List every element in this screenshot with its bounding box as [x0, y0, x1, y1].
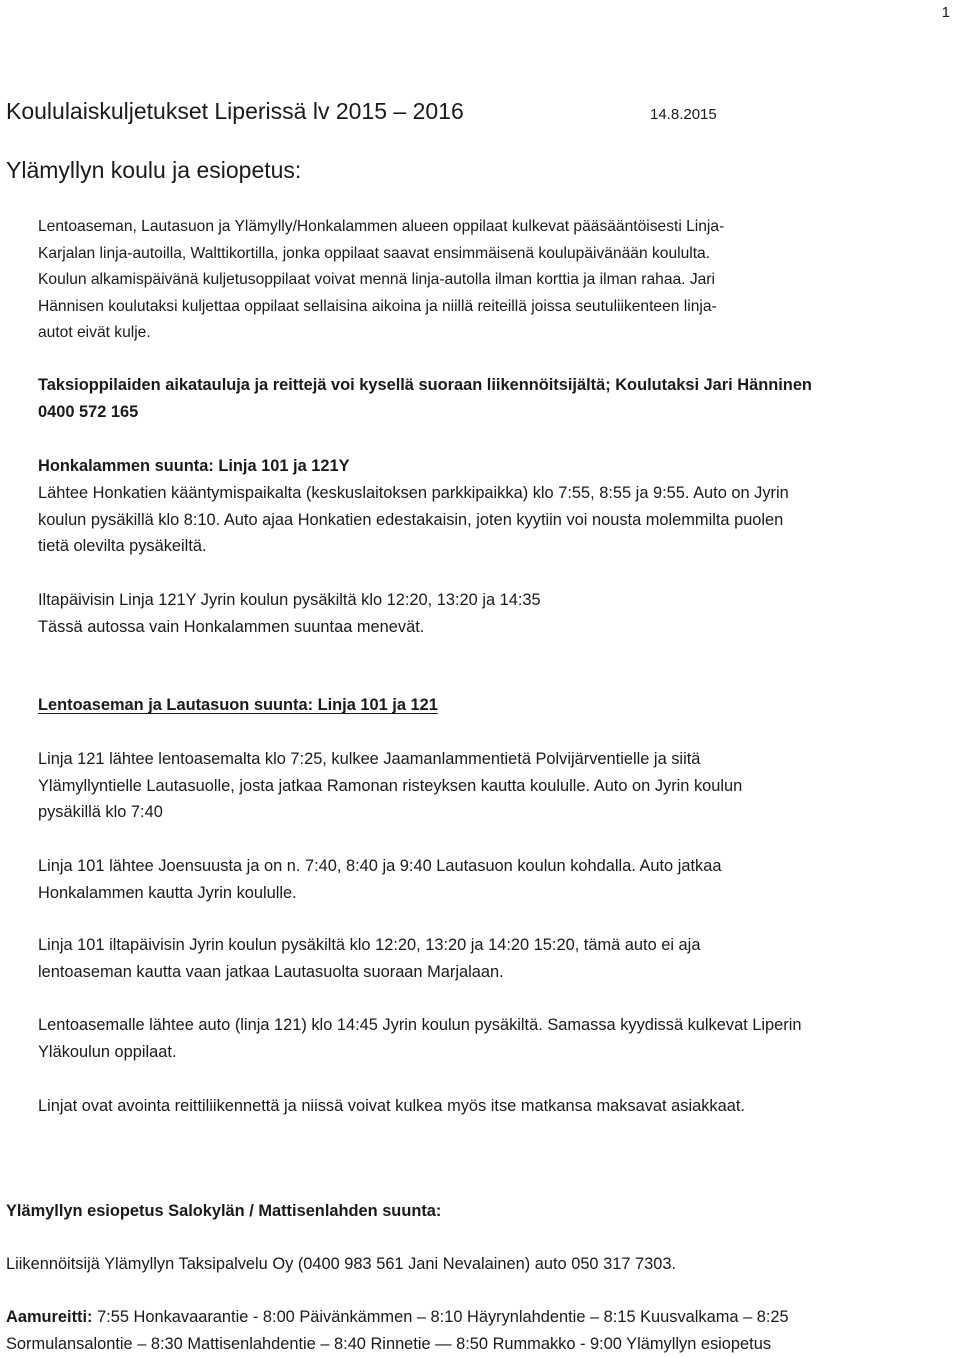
- honkalampi-line: Lähtee Honkatien kääntymispaikalta (keskuslaitoksen parkkipaikka) klo 7:55, 8:55 ja 9:55. Auto on Jyrin: [38, 480, 958, 507]
- lentoasema-line: Linja 121 lähtee lentoasemalta klo 7:25, kulkee Jaamanlammentietä Polvijärventielle ja siitä: [38, 746, 958, 773]
- lentoasema-line: Lentoasemalle lähtee auto (linja 121) klo 14:45 Jyrin koulun pysäkiltä. Samassa kyydissä kulkevat Liperin: [38, 1012, 958, 1039]
- morning-route-line: Sormulansalontie – 8:30 Mattisenlahdentie – 8:40 Rinnetie — 8:50 Rummakko - 9:00 Ylämyllyn esiopetus: [6, 1331, 926, 1357]
- afternoon-line: Tässä autossa vain Honkalammen suuntaa menevät.: [38, 614, 958, 641]
- esiopetus-operator: Liikennöitsijä Ylämyllyn Taksipalvelu Oy (0400 983 561 Jani Nevalainen) auto 050 317 7303.: [6, 1251, 926, 1278]
- lentoasema-paragraph-5: Linjat ovat avointa reittiliikennettä ja niissä voivat kulkea myös itse matkansa maksavat asiakkaat.: [38, 1093, 958, 1120]
- lentoasema-heading: Lentoaseman ja Lautasuon suunta: Linja 101 ja 121: [38, 692, 958, 719]
- intro-paragraph: [38, 214, 958, 347]
- lentoasema-paragraph-1: [38, 746, 958, 826]
- intro-line: Koulun alkamispäivänä kuljetusoppilaat voivat mennä linja-autolla ilman korttia ja ilman rahaa. Jari: [38, 267, 958, 294]
- morning-route-line: [6, 1304, 926, 1331]
- document-date: 14.8.2015: [650, 106, 717, 123]
- honkalampi-line: tietä olevilta pysäkeiltä.: [38, 533, 958, 560]
- taxi-note-phone: 0400 572 165: [38, 399, 958, 426]
- afternoon-line: Iltapäivisin Linja 121Y Jyrin koulun pysäkiltä klo 12:20, 13:20 ja 14:35: [38, 587, 958, 614]
- honkalampi-line: koulun pysäkillä klo 8:10. Auto ajaa Honkatien edestakaisin, joten kyytiin voi nousta molemmilta puolen: [38, 507, 958, 534]
- intro-line: Hännisen koulutaksi kuljettaa oppilaat sellaisina aikoina ja niillä reiteillä joissa seutuliikenteen linja-: [38, 294, 958, 321]
- lentoasema-paragraph-2: [38, 853, 958, 906]
- honkalampi-afternoon: [38, 587, 958, 640]
- lentoasema-line: Yläkoulun oppilaat.: [38, 1039, 958, 1066]
- taxi-note-line: Taksioppilaiden aikatauluja ja reittejä voi kysellä suoraan liikennöitsijältä; Koulutaksi Jari Hänninen: [38, 372, 958, 399]
- lentoasema-paragraph-3: [38, 932, 958, 985]
- lentoasema-line: Honkalammen kautta Jyrin koululle.: [38, 880, 958, 907]
- lentoasema-line: Linja 101 lähtee Joensuusta ja on n. 7:40, 8:40 ja 9:40 Lautasuon koulun kohdalla. Auto jatkaa: [38, 853, 958, 880]
- taxi-note: [38, 372, 958, 425]
- document-title: Koululaiskuljetukset Liperissä lv 2015 – 2016: [6, 98, 464, 125]
- honkalampi-heading: Honkalammen suunta: Linja 101 ja 121Y: [38, 453, 958, 480]
- lentoasema-paragraph-4: [38, 1012, 958, 1065]
- lentoasema-line: lentoaseman kautta vaan jatkaa Lautasuolta suoraan Marjalaan.: [38, 959, 958, 986]
- intro-line: Karjalan linja-autoilla, Walttikortilla, jonka oppilaat saavat ensimmäisenä koulupäivänään koululta.: [38, 241, 958, 268]
- page-number: 1: [942, 4, 950, 21]
- intro-line: Lentoaseman, Lautasuon ja Ylämylly/Honkalammen alueen oppilaat kulkevat pääsääntöisesti Linja-: [38, 214, 958, 241]
- intro-line: autot eivät kulje.: [38, 320, 958, 347]
- lentoasema-line: Linja 101 iltapäivisin Jyrin koulun pysäkiltä klo 12:20, 13:20 ja 14:20 15:20, tämä auto ei aja: [38, 932, 958, 959]
- lentoasema-line: Ylämyllyntielle Lautasuolle, josta jatkaa Ramonan risteyksen kautta koululle. Auto on Jyrin koulun: [38, 773, 958, 800]
- morning-route-stops: 7:55 Honkavaarantie - 8:00 Päivänkämmen – 8:10 Häyrynlahdentie – 8:15 Kuusvalkama – 8:25: [93, 1308, 789, 1326]
- lentoasema-line: pysäkillä klo 7:40: [38, 799, 958, 826]
- morning-route-label: Aamureitti:: [6, 1308, 93, 1326]
- esiopetus-morning-route: [6, 1304, 926, 1357]
- honkalampi-paragraph: [38, 480, 958, 560]
- esiopetus-heading: Ylämyllyn esiopetus Salokylän / Mattisenlahden suunta:: [6, 1198, 926, 1225]
- section-subtitle: Ylämyllyn koulu ja esiopetus:: [6, 157, 301, 184]
